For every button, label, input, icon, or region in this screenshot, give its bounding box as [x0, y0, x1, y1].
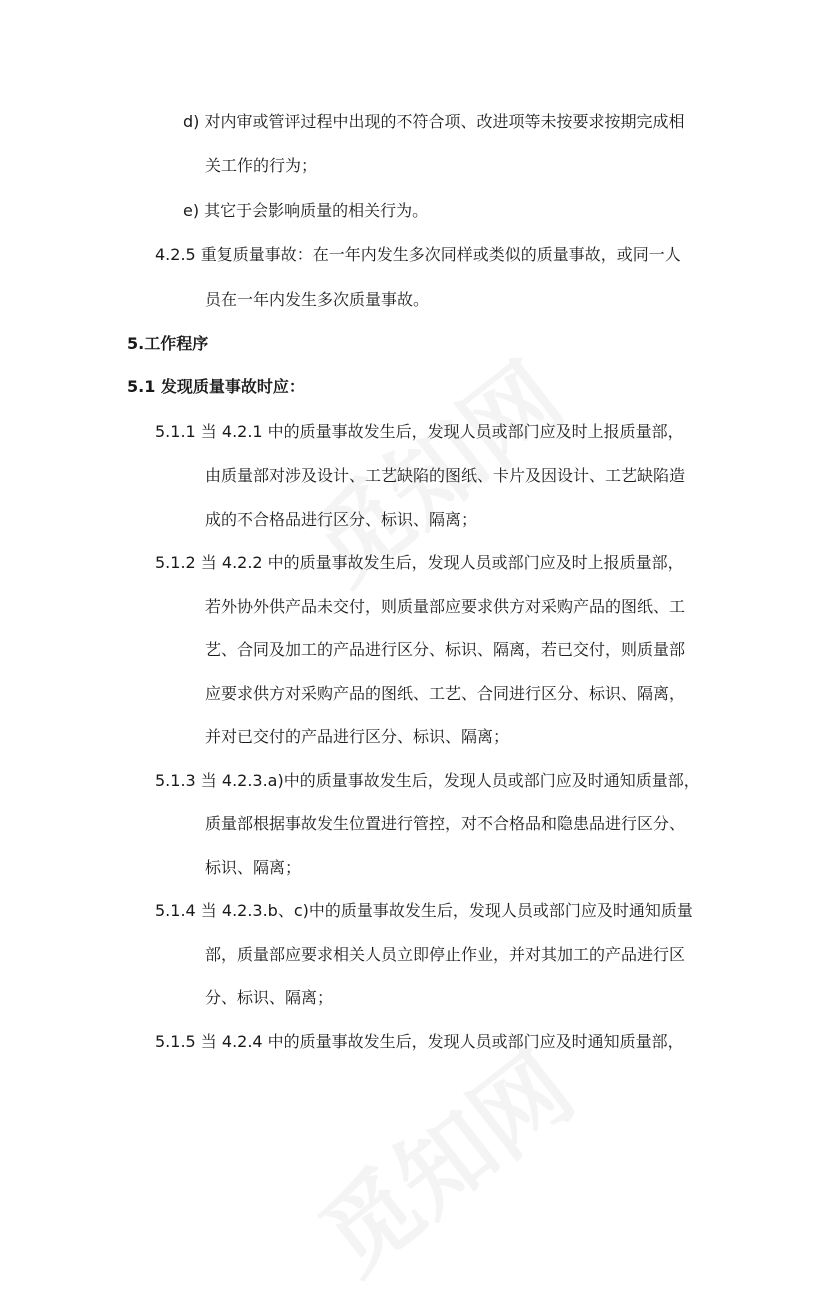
section-heading-5-1: 5.1 发现质量事故时应： [127, 377, 305, 396]
clause-5-1-3-line3: 标识、隔离； [205, 858, 302, 877]
item-d-line1: d) 对内审或管评过程中出现的不符合项、改进项等未按要求按期完成相 [183, 112, 685, 131]
clause-5-1-2-line3: 艺、合同及加工的产品进行区分、标识、隔离，若已交付，则质量部 [205, 640, 686, 659]
clause-5-1-1-line2: 由质量部对涉及设计、工艺缺陷的图纸、卡片及因设计、工艺缺陷造 [205, 466, 686, 485]
clause-5-1-3-line2: 质量部根据事故发生位置进行管控，对不合格品和隐患品进行区分、 [205, 814, 686, 833]
clause-5-1-1-line3: 成的不合格品进行区分、标识、隔离； [205, 510, 478, 529]
item-e: e) 其它于会影响质量的相关行为。 [183, 201, 429, 220]
item-d-line2: 关工作的行为； [205, 156, 318, 175]
clause-5-1-4-line3: 分、标识、隔离； [205, 988, 334, 1007]
clause-5-1-3-line1: 5.1.3 当 4.2.3.a)中的质量事故发生后，发现人员或部门应及时通知质量部， [155, 771, 700, 790]
clause-5-1-2-line2: 若外协外供产品未交付，则质量部应要求供方对采购产品的图纸、工 [205, 597, 686, 616]
clause-5-1-4-line2: 部，质量部应要求相关人员立即停止作业，并对其加工的产品进行区 [205, 945, 686, 964]
clause-4-2-5-line2: 员在一年内发生多次质量事故。 [205, 290, 430, 309]
clause-5-1-5-line1: 5.1.5 当 4.2.4 中的质量事故发生后，发现人员或部门应及时通知质量部， [155, 1032, 684, 1051]
clause-5-1-2-line4: 应要求供方对采购产品的图纸、工艺、合同进行区分、标识、隔离， [205, 684, 686, 703]
clause-5-1-2-line1: 5.1.2 当 4.2.2 中的质量事故发生后，发现人员或部门应及时上报质量部， [155, 553, 684, 572]
clause-5-1-1-line1: 5.1.1 当 4.2.1 中的质量事故发生后，发现人员或部门应及时上报质量部， [155, 422, 684, 441]
watermark [288, 1017, 596, 1299]
clause-5-1-2-line5: 并对已交付的产品进行区分、标识、隔离； [205, 727, 510, 746]
clause-4-2-5-line1: 4.2.5 重复质量事故：在一年内发生多次同样或类似的质量事故，或同一人 [155, 245, 681, 264]
clause-5-1-4-line1: 5.1.4 当 4.2.3.b、c)中的质量事故发生后，发现人员或部门应及时通知质量 [155, 901, 693, 920]
section-heading-5: 5.工作程序 [127, 334, 209, 353]
